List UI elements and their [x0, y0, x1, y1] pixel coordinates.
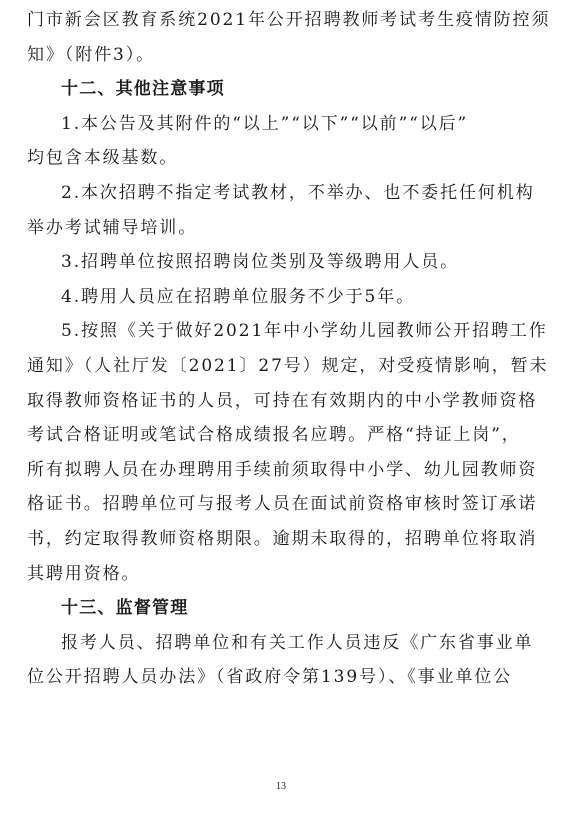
- text-line: 均包含本级基数。: [27, 148, 179, 169]
- text-line: 2.本次招聘不指定考试教材，不举办、也不委托任何机构: [61, 182, 535, 203]
- text-line: 书，约定取得教师资格期限。逾期未取得的，招聘单位将取消: [27, 528, 538, 549]
- text-line: 格证书。招聘单位可与报考人员在面试前资格审核时签订承诺: [27, 494, 538, 515]
- text-line: 1.本公告及其附件的“以上”“以下”“以前”“以后”: [61, 113, 469, 134]
- document-body: [27, 3, 551, 695]
- text-line: 5.按照《关于做好2021年中小学幼儿园教师公开招聘工作: [61, 321, 548, 342]
- section-heading-supervision: 十三、监督管理: [61, 598, 189, 619]
- text-line: 4.聘用人员应在招聘单位服务不少于5年。: [61, 286, 416, 307]
- text-line: 所有拟聘人员在办理聘用手续前须取得中小学、幼儿园教师资: [27, 459, 538, 480]
- text-line: 知》（附件3）。: [27, 44, 156, 65]
- text-line: 位公开招聘人员办法》（省政府令第139号）、《事业单位公: [27, 667, 513, 688]
- section-heading-other-matters: 十二、其他注意事项: [61, 79, 225, 100]
- page-number: 13: [276, 781, 286, 792]
- text-line: 考试合格证明或笔试合格成绩报名应聘。严格“持证上岗”，: [27, 425, 521, 446]
- text-line: 通知》（人社厅发〔2021〕27号）规定，对受疫情影响，暂未: [27, 355, 549, 376]
- text-line: 取得教师资格证书的人员，可持在有效期内的中小学教师资格: [27, 390, 538, 411]
- text-line: 其聘用资格。: [27, 563, 141, 584]
- text-line: 举办考试辅导培训。: [27, 217, 198, 238]
- text-line: 报考人员、招聘单位和有关工作人员违反《广东省事业单: [61, 632, 534, 653]
- text-line: 门市新会区教育系统2021年公开招聘教师考试考生疫情防控须: [27, 10, 551, 30]
- text-line: 3.招聘单位按照招聘岗位类别及等级聘用人员。: [61, 252, 460, 273]
